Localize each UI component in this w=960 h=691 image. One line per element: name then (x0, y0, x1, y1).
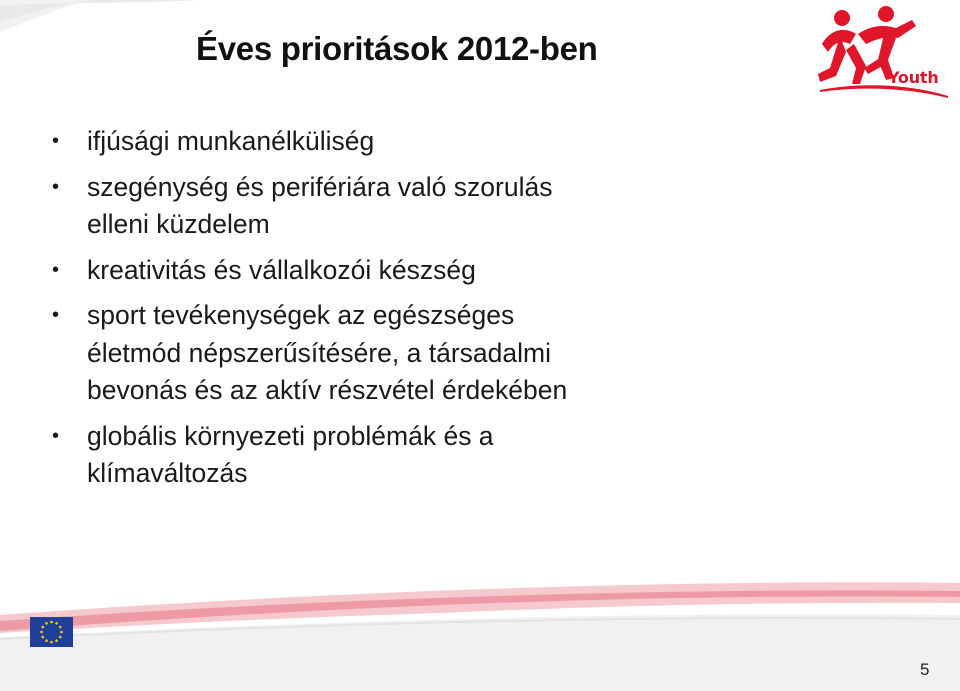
bullet-line: életmód népszerűsítésére, a társadalmi (87, 337, 551, 368)
bullet-line: ifjúsági munkanélküliség (87, 126, 375, 156)
list-item (52, 297, 692, 410)
bullet-icon: • (52, 304, 60, 326)
bullet-icon: • (52, 175, 60, 198)
bullet-icon: • (52, 258, 60, 281)
bullet-line: globális környezeti problémák és a (87, 420, 494, 451)
bullet-line: sport tevékenységek az egészséges (87, 300, 515, 330)
list-item (52, 169, 692, 244)
bullet-line: kreativitás és vállalkozói készség (87, 254, 476, 285)
bullet-line: szegénység és perifériára való szorulás (87, 171, 553, 202)
bullet-line: klímaváltozás (87, 458, 248, 488)
list-item (52, 123, 692, 161)
logo-text: Youth (888, 68, 939, 87)
bullet-line: elleni küzdelem (87, 209, 270, 239)
bottom-decorative-band (0, 575, 960, 691)
slide-title: Éves prioritások 2012-ben (196, 30, 598, 67)
page-number: 5 (920, 660, 930, 679)
bullet-icon: • (52, 424, 60, 447)
eu-flag-icon (30, 617, 73, 647)
bullet-icon: • (52, 130, 60, 152)
bullet-list (52, 123, 692, 501)
list-item (52, 418, 692, 493)
bullet-line: bevonás és az aktív részvétel érdekében (87, 375, 568, 405)
list-item (52, 252, 692, 290)
